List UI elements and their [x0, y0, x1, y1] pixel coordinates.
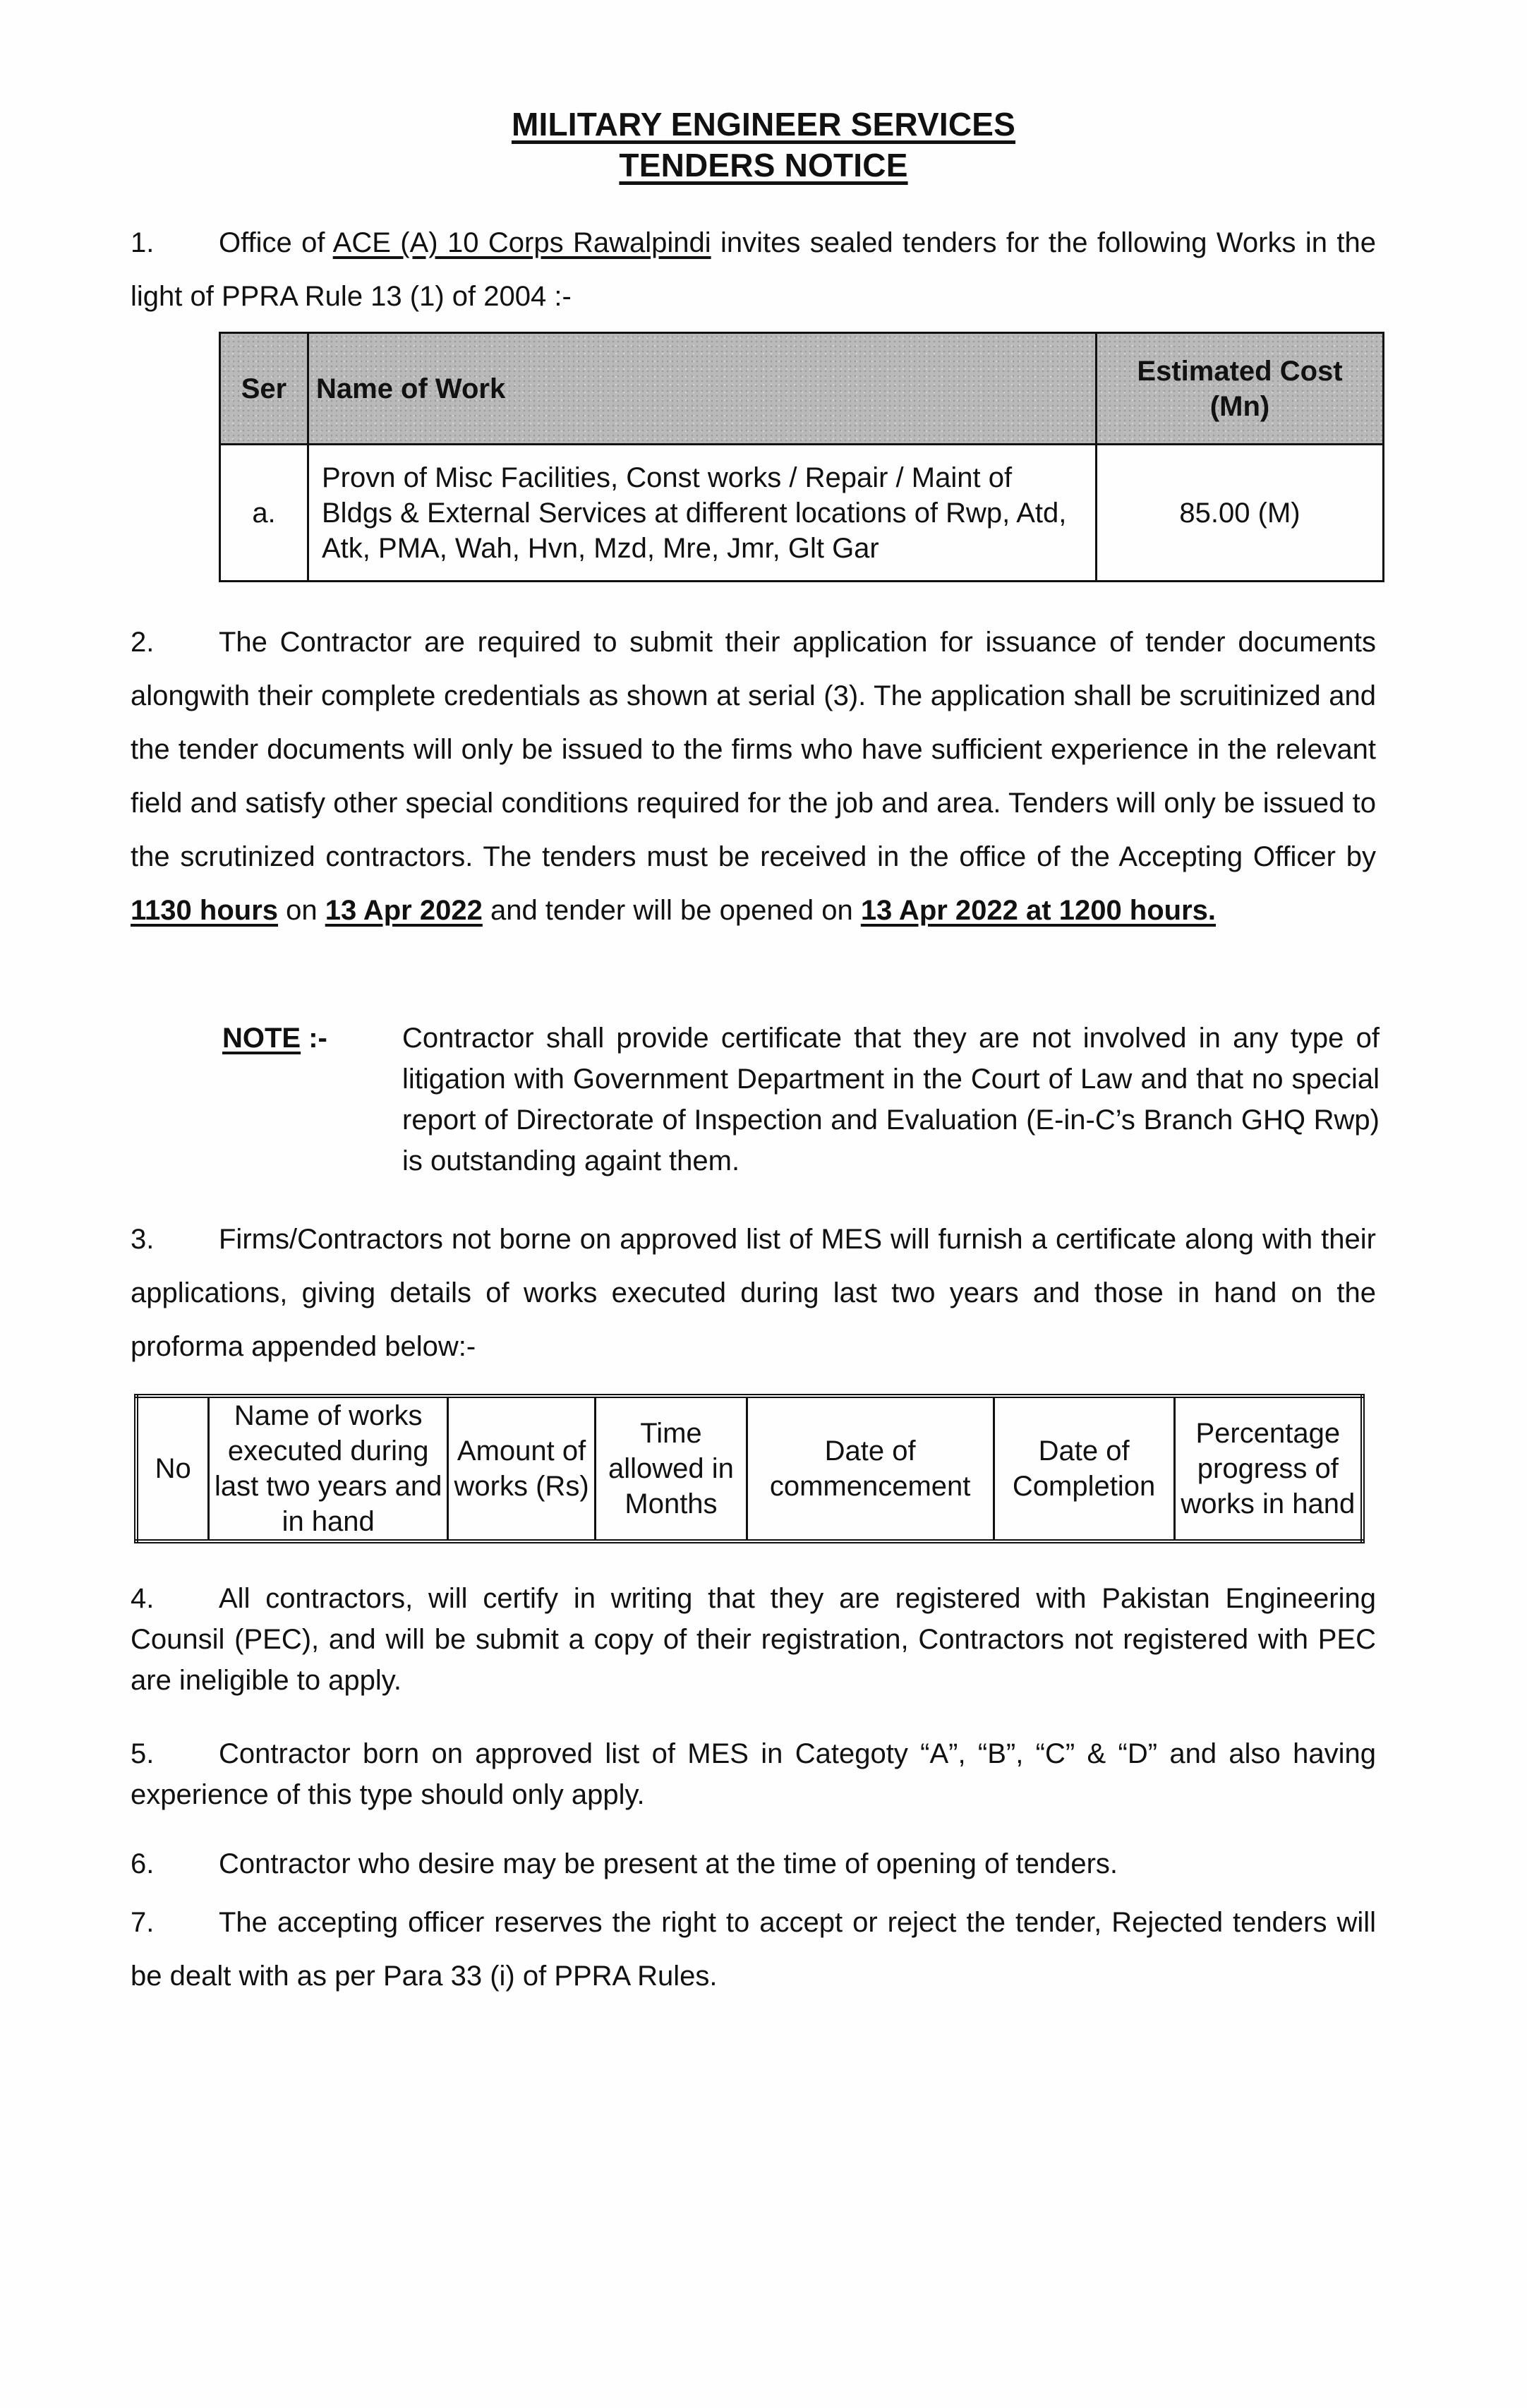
note-block: [222, 1018, 1380, 1187]
proforma-header-row: [136, 1396, 1363, 1541]
paragraph-text: Contractor who desire may be present at the time of opening of tenders.: [219, 1848, 1118, 1879]
submission-time: 1130 hours: [131, 895, 279, 926]
column-header-ser: Ser: [220, 333, 308, 445]
table-row: [220, 445, 1384, 582]
paragraph-text: Contractor born on approved list of MES in Categoty “A”, “B”, “C” & “D” and also having experience of this type should only apply.: [131, 1738, 1376, 1810]
note-label-suffix: :-: [301, 1023, 327, 1054]
paragraph-number: 1.: [131, 227, 155, 258]
paragraph-text: invites sealed tenders for the following Works in the light of PPRA Rule 13 (1) of 2004 :-: [131, 227, 1376, 312]
document-subtitle: [0, 145, 1527, 185]
paragraph-number: 2.: [131, 627, 155, 658]
column-header-date-of-commencement: Date of commencement: [747, 1396, 994, 1541]
column-header-name-of-work: Name of Work: [308, 333, 1097, 445]
paragraph-text: and tender will be opened on: [482, 895, 861, 926]
cell-name-of-work: Provn of Misc Facilities, Const works / Repair / Maint of Bldgs & External Services at different locations of Rwp, Atd, Atk, PMA, Wah, Hvn, Mzd, Mre, Jmr, Glt Gar: [308, 445, 1097, 582]
proforma-table: [134, 1394, 1365, 1543]
paragraph-text: Office of: [219, 227, 333, 258]
column-header-time-allowed: Time allowed in Months: [596, 1396, 747, 1541]
paragraph-number: 5.: [131, 1738, 155, 1769]
works-table: [219, 332, 1384, 582]
paragraph-5: [131, 1733, 1376, 1815]
paragraph-2: [131, 615, 1376, 937]
column-header-name-of-works: Name of works executed during last two years and in hand: [209, 1396, 448, 1541]
paragraph-1: [131, 216, 1376, 323]
paragraph-7: [131, 1896, 1376, 2003]
paragraph-number: 6.: [131, 1848, 155, 1879]
paragraph-number: 7.: [131, 1907, 155, 1938]
cell-estimated-cost: 85.00 (M): [1097, 445, 1384, 582]
paragraph-text: Firms/Contractors not borne on approved list of MES will furnish a certificate along with their applications, giving details of works executed during last two years and those in hand on the proforma appended below:-: [131, 1224, 1376, 1362]
paragraph-text: The accepting officer reserves the right to accept or reject the tender, Rejected tenders will be dealt with as per Para 33 (i) of PPRA Rules.: [131, 1907, 1376, 1992]
paragraph-4: [131, 1578, 1376, 1701]
submission-date: 13 Apr 2022: [325, 895, 483, 926]
paragraph-3: [131, 1212, 1376, 1373]
office-name: ACE (A) 10 Corps Rawalpindi: [332, 227, 711, 258]
cell-ser: a.: [220, 445, 308, 582]
paragraph-number: 3.: [131, 1224, 155, 1255]
opening-date-time: 13 Apr 2022 at 1200 hours.: [860, 895, 1217, 926]
paragraph-text: on: [278, 895, 325, 926]
paragraph-6: [131, 1843, 1376, 1884]
paragraph-text: All contractors, will certify in writing that they are registered with Pakistan Engineering Counsil (PEC), and will be submit a copy of their registration, Contractors not registered with PEC are ineligible to apply.: [131, 1583, 1376, 1696]
paragraph-text: The Contractor are required to submit their application for issuance of tender documents alongwith their complete credentials as shown at serial (3). The application shall be scruitinized and the tender documents will only be issued to the firms who have sufficient experience in the relevant field and satisfy other special conditions required for the job and area. Tenders will only be issued to the scrutinized contractors. The tenders must be received in the office of the Accepting Officer by: [131, 627, 1376, 872]
paragraph-number: 4.: [131, 1583, 155, 1614]
column-header-date-of-completion: Date of Completion: [994, 1396, 1174, 1541]
column-header-amount: Amount of works (Rs): [447, 1396, 595, 1541]
note-label: [222, 1018, 327, 1059]
note-label-text: NOTE: [222, 1023, 301, 1054]
column-header-estimated-cost: Estimated Cost (Mn): [1097, 333, 1384, 445]
title-line-1: MILITARY ENGINEER SERVICES: [511, 106, 1016, 143]
title-line-2: TENDERS NOTICE: [619, 147, 908, 183]
document-title: [0, 104, 1527, 144]
column-header-no: No: [136, 1396, 209, 1541]
note-text: Contractor shall provide certificate that they are not involved in any type of litigation with Government Department in the Court of Law and that no special report of Directorate of Inspection and Evaluation (E-in-C’s Branch GHQ Rwp) is outstanding againt them.: [402, 1023, 1380, 1176]
column-header-percentage-progress: Percentage progress of works in hand: [1174, 1396, 1363, 1541]
works-table-header-row: [220, 333, 1384, 445]
